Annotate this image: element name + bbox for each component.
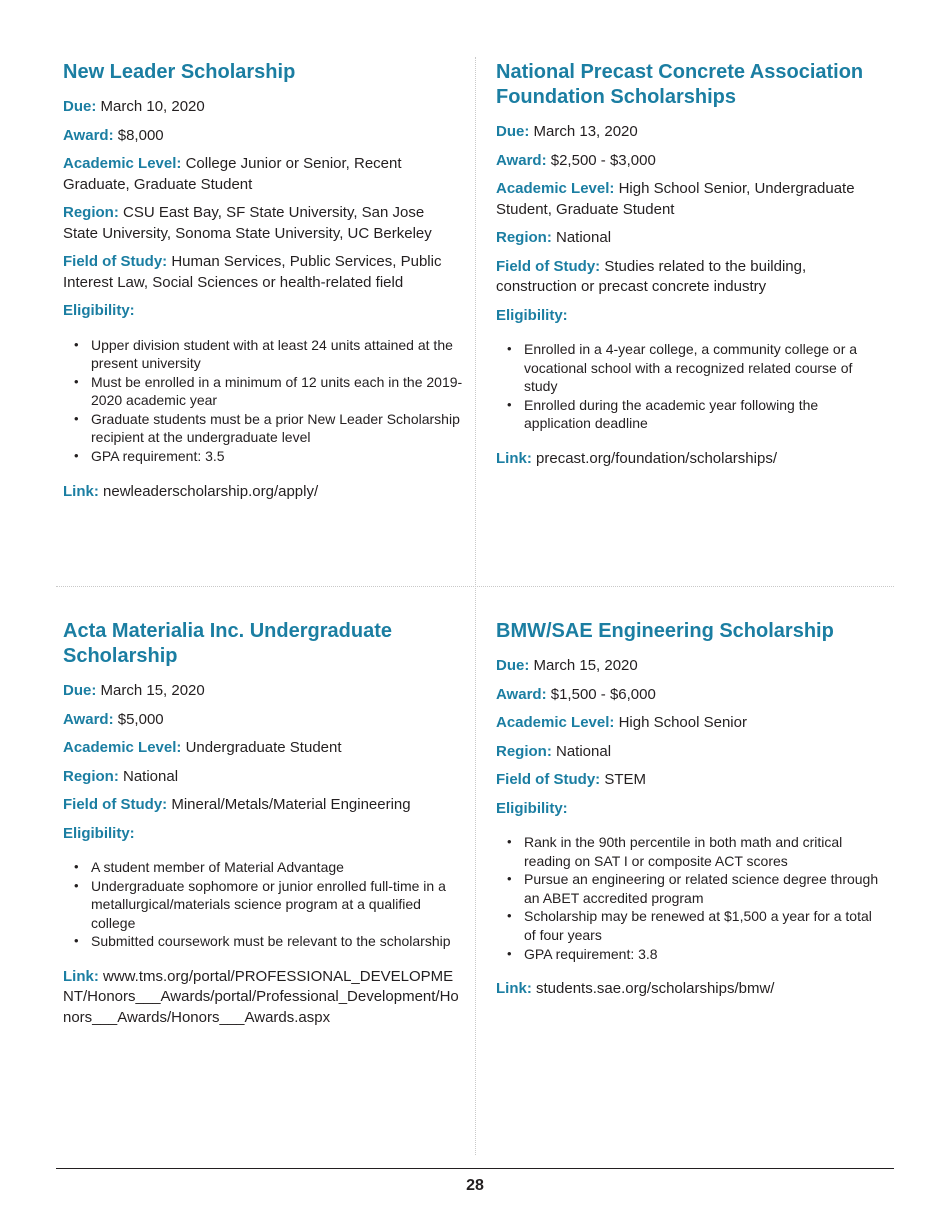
award-field bbox=[63, 710, 463, 731]
eligibility-heading: Eligibility: bbox=[63, 824, 135, 842]
eligibility-item: • Graduate students must be a prior New Leader Scholarship recipient at the undergraduate level bbox=[91, 410, 463, 447]
award-field bbox=[496, 685, 886, 706]
eligibility-item: • Enrolled in a 4-year college, a community college or a vocational school with a recognized related course of study bbox=[524, 340, 886, 396]
academic-level-value: Undergraduate Student bbox=[185, 739, 342, 756]
region-value: National bbox=[556, 229, 612, 246]
award-label: Award: bbox=[63, 126, 114, 144]
eligibility-item: • GPA requirement: 3.5 bbox=[91, 447, 463, 466]
link-field bbox=[496, 449, 886, 470]
due-value: March 13, 2020 bbox=[533, 123, 638, 140]
scholarship-card-acta-materialia bbox=[63, 619, 463, 1028]
academic-level-field bbox=[63, 154, 463, 195]
eligibility-heading: Eligibility: bbox=[496, 306, 568, 324]
field-of-study-field bbox=[496, 770, 886, 791]
award-value: $8,000 bbox=[117, 126, 164, 144]
academic-level-label: Academic Level: bbox=[496, 180, 615, 197]
award-value: $2,500 - $3,000 bbox=[550, 151, 656, 169]
eligibility-item: • Pursue an engineering or related science degree through an ABET accredited program bbox=[524, 870, 886, 907]
link-field bbox=[496, 979, 886, 1000]
due-label: Due: bbox=[496, 657, 530, 674]
eligibility-item: • Submitted coursework must be relevant to the scholarship bbox=[91, 932, 463, 951]
field-of-study-value: Mineral/Metals/Material Engineering bbox=[171, 796, 411, 813]
award-value: $5,000 bbox=[117, 710, 164, 728]
field-of-study-label: Field of Study: bbox=[496, 771, 601, 788]
scholarship-title: New Leader Scholarship bbox=[63, 61, 296, 83]
scholarship-title: Acta Materialia Inc. Undergraduate Scholarship bbox=[63, 620, 392, 667]
award-value: $1,500 - $6,000 bbox=[550, 685, 656, 703]
footer-rule bbox=[56, 1168, 894, 1169]
eligibility-list bbox=[496, 833, 886, 963]
eligibility-item: • GPA requirement: 3.8 bbox=[524, 945, 886, 964]
eligibility-item: • Scholarship may be renewed at $1,500 a year for a total of four years bbox=[524, 907, 886, 944]
award-label: Award: bbox=[496, 685, 547, 703]
link-label: Link: bbox=[496, 449, 532, 467]
region-value: CSU East Bay, SF State University, San Jose State University, Sonoma State University, UC Berkeley bbox=[63, 204, 432, 242]
field-of-study-field bbox=[63, 795, 463, 816]
link-label: Link: bbox=[496, 980, 532, 998]
region-value: National bbox=[123, 767, 179, 785]
due-label: Due: bbox=[63, 98, 97, 115]
page-number: 28 bbox=[466, 1177, 484, 1194]
due-value: March 10, 2020 bbox=[100, 98, 205, 115]
field-of-study-field bbox=[63, 252, 463, 293]
due-value: March 15, 2020 bbox=[100, 682, 205, 699]
due-field bbox=[496, 122, 886, 143]
scholarship-title: National Precast Concrete Association Foundation Scholarships bbox=[496, 61, 864, 108]
due-field bbox=[496, 656, 886, 677]
scholarship-card-npca-foundation bbox=[496, 60, 886, 469]
eligibility-list bbox=[63, 336, 463, 466]
link-url[interactable]: students.sae.org/scholarships/bmw/ bbox=[536, 980, 775, 998]
academic-level-value: High School Senior bbox=[618, 714, 747, 731]
field-of-study-label: Field of Study: bbox=[63, 796, 168, 813]
academic-level-label: Academic Level: bbox=[496, 714, 615, 731]
field-of-study-label: Field of Study: bbox=[496, 257, 601, 275]
due-field bbox=[63, 97, 463, 118]
link-field bbox=[63, 967, 463, 1029]
award-field bbox=[496, 151, 886, 172]
due-label: Due: bbox=[63, 682, 97, 699]
due-label: Due: bbox=[496, 123, 530, 140]
eligibility-item: • Enrolled during the academic year following the application deadline bbox=[524, 396, 886, 433]
region-label: Region: bbox=[63, 204, 119, 221]
vertical-divider bbox=[475, 57, 476, 1155]
eligibility-item: • Undergraduate sophomore or junior enrolled full-time in a metallurgical/materials science program at a qualified college bbox=[91, 877, 463, 933]
field-of-study-field bbox=[496, 257, 886, 298]
scholarship-title: BMW/SAE Engineering Scholarship bbox=[496, 620, 834, 642]
field-of-study-label: Field of Study: bbox=[63, 253, 168, 270]
region-value: National bbox=[556, 742, 612, 760]
region-field bbox=[63, 767, 463, 788]
link-field bbox=[63, 482, 463, 503]
region-label: Region: bbox=[496, 742, 552, 760]
eligibility-item: • Must be enrolled in a minimum of 12 units each in the 2019-2020 academic year bbox=[91, 373, 463, 410]
due-value: March 15, 2020 bbox=[533, 657, 638, 674]
academic-level-value: College Junior or Senior, Recent Graduate, Graduate Student bbox=[63, 155, 402, 193]
link-url[interactable]: precast.org/foundation/scholarships/ bbox=[536, 449, 777, 467]
academic-level-label: Academic Level: bbox=[63, 155, 182, 172]
eligibility-item: • Rank in the 90th percentile in both math and critical reading on SAT I or composite ACT scores bbox=[524, 833, 886, 870]
region-label: Region: bbox=[496, 229, 552, 246]
eligibility-heading: Eligibility: bbox=[496, 799, 568, 817]
academic-level-field bbox=[496, 713, 886, 734]
link-label: Link: bbox=[63, 482, 99, 500]
academic-level-field bbox=[63, 738, 463, 759]
academic-level-label: Academic Level: bbox=[63, 739, 182, 756]
academic-level-field bbox=[496, 179, 886, 220]
eligibility-item: • Upper division student with at least 24 units attained at the present university bbox=[91, 336, 463, 373]
region-field bbox=[63, 203, 463, 244]
award-label: Award: bbox=[63, 710, 114, 728]
link-url[interactable]: www.tms.org/portal/PROFESSIONAL_DEVELOPMENT/Honors___Awards/portal/Professional_Development/Honors___Awards/Honors___Awards.aspx bbox=[63, 967, 459, 1026]
eligibility-list bbox=[63, 858, 463, 951]
region-field bbox=[496, 742, 886, 763]
horizontal-divider bbox=[56, 586, 894, 587]
scholarship-card-new-leader bbox=[63, 60, 463, 502]
eligibility-item: • A student member of Material Advantage bbox=[91, 858, 463, 877]
link-url[interactable]: newleaderscholarship.org/apply/ bbox=[103, 482, 319, 500]
eligibility-heading: Eligibility: bbox=[63, 302, 135, 319]
eligibility-list bbox=[496, 340, 886, 433]
scholarship-card-bmw-sae bbox=[496, 619, 886, 1000]
field-of-study-value: STEM bbox=[604, 771, 647, 788]
region-label: Region: bbox=[63, 767, 119, 785]
region-field bbox=[496, 228, 886, 249]
field-of-study-value: Studies related to the building, construction or precast concrete industry bbox=[496, 257, 807, 295]
academic-level-value: High School Senior, Undergraduate Student, Graduate Student bbox=[496, 180, 855, 218]
award-label: Award: bbox=[496, 151, 547, 169]
award-field bbox=[63, 126, 463, 147]
due-field bbox=[63, 681, 463, 702]
field-of-study-value: Human Services, Public Services, Public Interest Law, Social Sciences or health-related field bbox=[63, 253, 442, 291]
link-label: Link: bbox=[63, 967, 99, 985]
